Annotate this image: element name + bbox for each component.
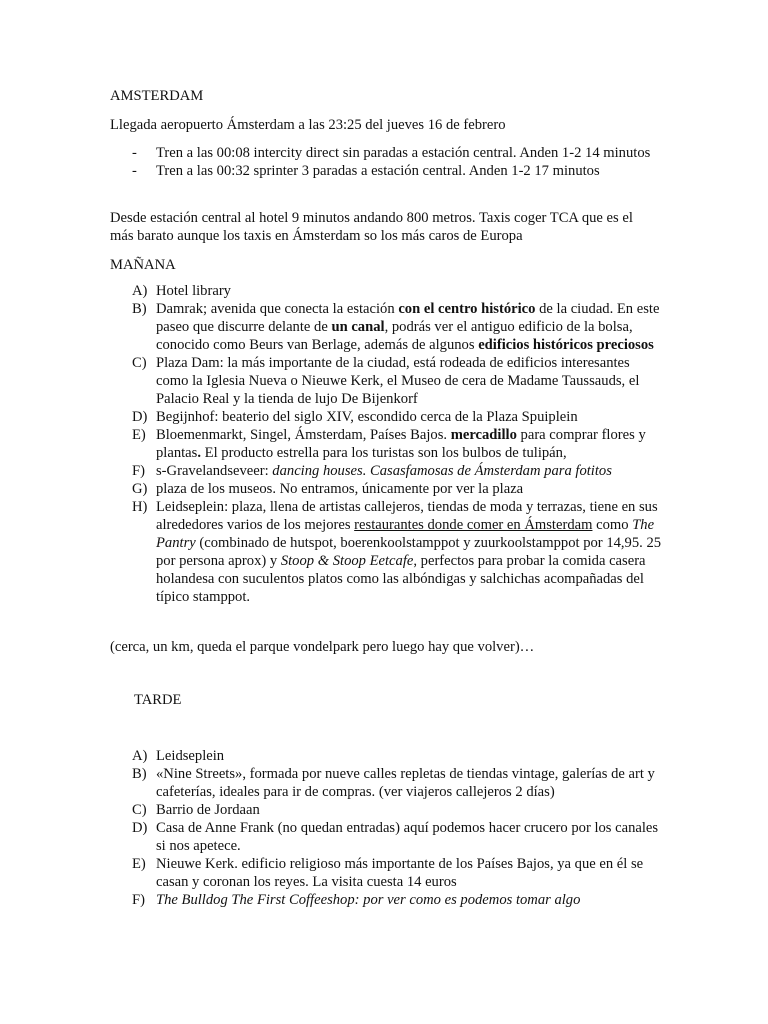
list-item-text: Plaza Dam: la más importante de la ciudad, está rodeada de edificios interesantes como la Iglesia Nueva o Nieuwe Kerk, el Museo de cera de Madame Taussauds, el Palacio Real y la tienda de lujo De Bijenkorf [156, 355, 640, 407]
text-run: El producto estrella para los turistas son los bulbos de tulipán, [201, 445, 567, 461]
list-item-text [156, 892, 580, 908]
list-item-text: Barrio de Jordaan [156, 802, 260, 818]
list-item [132, 480, 662, 498]
list-item [132, 765, 662, 801]
list-item-text: Leidseplein [156, 748, 225, 764]
list-item-text: Nieuwe Kerk. edificio religioso más importante de los Países Bajos, ya que en él se casan y coronan los reyes. La visita cuesta 14 euros [156, 856, 644, 890]
list-item [132, 801, 662, 819]
text-run: para comprar flores y plantas [156, 427, 646, 461]
list-item [132, 426, 662, 462]
list-item [132, 747, 662, 765]
list-item [132, 855, 662, 891]
list-item [132, 462, 662, 480]
bold-text: mercadillo [450, 427, 517, 443]
list-item [132, 300, 662, 354]
text-run: Leidseplein: plaza, llena de artistas callejeros, tiendas de moda y terrazas, tiene en sus alrededores varios de los mejores [156, 499, 658, 533]
text-run: Damrak; avenida que conecta la estación [156, 301, 399, 317]
list-item-text: Begijnhof: beaterio del siglo XIV, escondido cerca de la Plaza Spuiplein [156, 409, 578, 425]
list-item-text: Casa de Anne Frank (no quedan entradas) aquí podemos hacer crucero por los canales si nos apetece. [156, 820, 659, 854]
text-run: como [592, 517, 633, 533]
list-item-text: plaza de los museos. No entramos, únicamente por ver la plaza [156, 481, 524, 497]
italic-text: The Pantry [156, 517, 655, 551]
text-run: , perfectos para probar la comida casera holandesa con suculentos platos como las albóndigas y salchichas acompañadas del típico stamppot. [156, 553, 646, 605]
list-item [132, 819, 662, 855]
list-item-text: Tren a las 00:32 sprinter 3 paradas a estación central. Anden 1-2 17 minutos [156, 163, 600, 179]
list-item [132, 282, 662, 300]
list-marker: F) [132, 892, 145, 908]
list-marker: H) [132, 499, 148, 515]
italic-text: Stoop & Stoop Eetcafe [280, 553, 414, 569]
italic-text: dancing houses. Casasfamosas de Ámsterdam para fotitos [272, 463, 612, 479]
list-item-text [156, 301, 659, 353]
list-item-text [156, 463, 612, 479]
list-marker: D) [132, 409, 148, 425]
list-marker: - [132, 163, 137, 179]
bold-text: un canal [331, 319, 385, 335]
list-item [132, 144, 662, 162]
list-item [132, 354, 662, 408]
list-marker: G) [132, 481, 148, 497]
afternoon-heading: TARDE [134, 692, 182, 708]
list-marker: B) [132, 301, 147, 317]
text-run: , podrás ver el antiguo edificio de la bolsa, conocido como Beurs van Berlage, además de algunos [156, 319, 633, 353]
bold-text: edificios históricos preciosos [478, 337, 654, 353]
text-run: s-Gravelandseveer: [156, 463, 273, 479]
list-marker: A) [132, 748, 148, 764]
list-marker: D) [132, 820, 148, 836]
text-run: Bloemenmarkt, Singel, Ámsterdam, Países Bajos. [156, 427, 451, 443]
list-marker: C) [132, 802, 147, 818]
list-item-text: «Nine Streets», formada por nueve calles repletas de tiendas vintage, galerías de art y cafeterías, ideales para ir de compras. (ver viajeros callejeros 2 días) [156, 766, 655, 800]
list-marker: A) [132, 283, 148, 299]
train-list [132, 144, 662, 180]
italic-text: The Bulldog The First Coffeeshop: por ver como es podemos tomar algo [156, 892, 581, 908]
morning-heading: MAÑANA [110, 257, 176, 273]
morning-list [132, 282, 662, 606]
hotel-note: Desde estación central al hotel 9 minutos andando 800 metros. Taxis coger TCA que es el más barato aunque los taxis en Ámsterdam so los más caros de Europa [110, 210, 633, 244]
list-marker: B) [132, 766, 147, 782]
bold-text: . [197, 445, 201, 461]
list-marker: - [132, 145, 137, 161]
list-item-text [156, 499, 661, 605]
afternoon-list [132, 747, 662, 909]
restaurants-link[interactable]: restaurantes donde comer en Ámsterdam [354, 517, 593, 533]
text-run: de la ciudad. En este paseo que discurre delante de [156, 301, 660, 335]
text-run: (combinado de hutspot, boerenkoolstamppot y zuurkoolstamppot por 14,95. 25 por persona aprox) y [156, 535, 662, 569]
list-marker: E) [132, 856, 146, 872]
park-note: (cerca, un km, queda el parque vondelpark pero luego hay que volver)… [110, 639, 535, 655]
list-item [132, 498, 662, 606]
list-item-text [156, 427, 646, 461]
list-marker: F) [132, 463, 145, 479]
bold-text: con el centro histórico [398, 301, 536, 317]
list-item [132, 891, 662, 909]
doc-title: AMSTERDAM [110, 88, 204, 104]
list-marker: C) [132, 355, 147, 371]
list-item-text: Tren a las 00:08 intercity direct sin paradas a estación central. Anden 1-2 14 minutos [156, 145, 651, 161]
arrival-line: Llegada aeropuerto Ámsterdam a las 23:25 del jueves 16 de febrero [110, 117, 506, 133]
list-marker: E) [132, 427, 146, 443]
list-item-text: Hotel library [156, 283, 231, 299]
list-item [132, 162, 662, 180]
list-item [132, 408, 662, 426]
